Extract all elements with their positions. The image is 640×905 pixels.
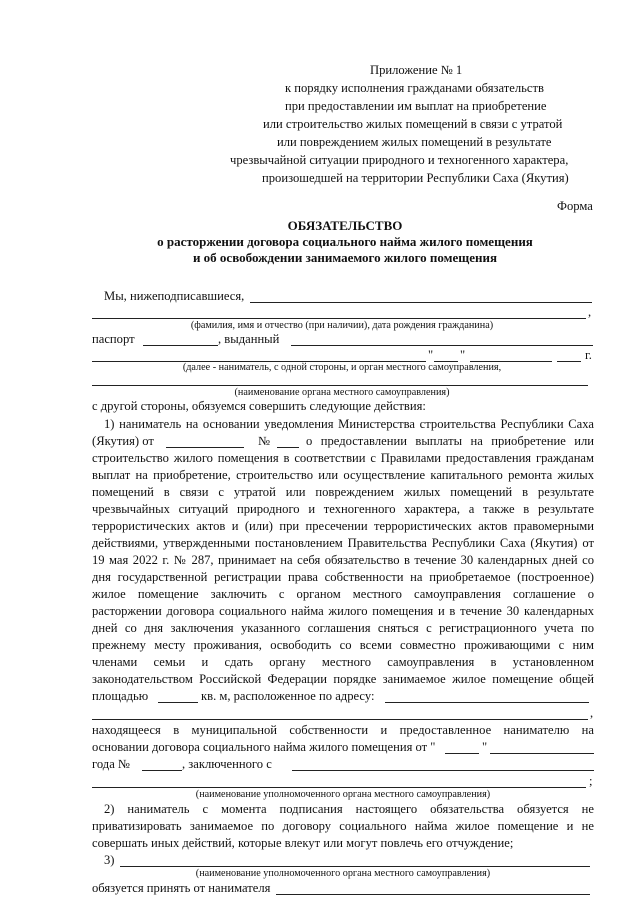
appendix-number: Приложение № 1 [370, 63, 463, 77]
area-label: площадью [92, 689, 149, 703]
contract-number-field[interactable] [142, 770, 182, 771]
contract-month-field[interactable] [490, 753, 594, 754]
item1-line: 19 мая 2022 г. № 287, принимает на себя обязательство в течение 30 календарных дней со [92, 553, 594, 567]
item1-line: действиями, утвержденными постановлением Правительства Республики Саха (Якутия) от [92, 536, 594, 550]
authority-field-2[interactable] [92, 787, 586, 788]
item1-line: строительство жилого помещения в соответствии с Правилами предоставления гражданам [92, 451, 594, 465]
appendix-line: произошедшей на территории Республики Саха (Якутия) [262, 171, 569, 185]
item1-yakutia-from: (Якутия) от [92, 434, 154, 448]
appendix-line: при предоставлении им выплат на приобретение [285, 99, 547, 113]
issued-label: , выданный [218, 332, 280, 346]
item3-authority-field[interactable] [120, 866, 590, 867]
fio-field-1[interactable] [250, 302, 592, 303]
item1-line: террористических актов и (или) при пресечении террористических актов правомерными [92, 519, 594, 533]
passport-label: паспорт [92, 332, 135, 346]
municipal-line: находящееся в муниципальной собственности и предоставленное нанимателю на [92, 723, 594, 737]
item1-line: членами семьи и сдать органу местного самоуправления в установленном [92, 655, 594, 669]
item2-line: 2) наниматель с момента подписания настоящего обязательства обязуется не [104, 802, 594, 816]
caption-tenant: (далее - наниматель, с одной стороны, и орган местного самоуправления, [182, 362, 502, 373]
address-field-1[interactable] [385, 702, 589, 703]
item1-about-payment: о предоставлении выплаты на приобретение или [306, 434, 594, 448]
notice-date-field[interactable] [166, 447, 244, 448]
quote-open: " [428, 348, 434, 362]
authority-field-1[interactable] [292, 770, 594, 771]
other-side-text: с другой стороны, обязуемся совершить следующие действия: [92, 399, 426, 413]
passport-number-field[interactable] [143, 345, 218, 346]
address-field-2[interactable] [92, 719, 588, 720]
contract-day-field[interactable] [445, 753, 479, 754]
document-title: ОБЯЗАТЕЛЬСТВО [287, 218, 403, 233]
appendix-line: к порядку исполнения гражданами обязательств [285, 81, 544, 95]
organ-name-field[interactable] [92, 385, 588, 386]
item1-line: дней со дня заключения указанного соглашения сняться с регистрационного учета по [92, 621, 594, 635]
fio-field-2[interactable] [92, 318, 586, 319]
comma: , [590, 706, 594, 720]
document-subtitle: о расторжении договора социального найма жилого помещения [157, 234, 533, 249]
item1-line: прежнему месту проживания, освободить со всеми совместно проживающими с ним [92, 638, 594, 652]
item1-line: выплат на приобретение, строительство или осуществление капитального ремонта жилых [92, 468, 594, 482]
accept-label: обязуется принять от нанимателя [92, 881, 271, 895]
item1-line: жилое помещение заключить с органом местного самоуправления соглашение о [92, 587, 594, 601]
item2-line: совершать иных действий, которые влекут или могут повлечь его отчуждение; [92, 836, 514, 850]
form-label: Форма [557, 199, 593, 213]
passport-issuer-field[interactable] [291, 345, 593, 346]
item1-line: 1) наниматель на основании уведомления Министерства строительства Республики Саха [104, 417, 594, 431]
accept-field[interactable] [276, 894, 590, 895]
document-subtitle: и об освобождении занимаемого жилого помещения [192, 250, 498, 265]
year-abbr: г. [585, 348, 592, 362]
notice-number-field[interactable] [277, 447, 299, 448]
quote-close: " [482, 740, 488, 754]
item1-no-sign: № [258, 434, 271, 448]
item1-line: помещений в связи с утратой или повреждением жилых помещений в результате [92, 485, 594, 499]
item1-line: законодательством Российской Федерации порядке занимаемое жилое помещение общей [92, 672, 594, 686]
appendix-line: или строительство жилых помещений в связи с утратой [263, 117, 563, 131]
caption-authority-3: (наименование уполномоченного органа местного самоуправления) [195, 868, 491, 879]
contract-basis: основании договора социального найма жилого помещения от " [92, 740, 436, 754]
area-unit-label: кв. м, расположенное по адресу: [201, 689, 375, 703]
appendix-line: или повреждением жилых помещений в результате [277, 135, 552, 149]
comma: , [588, 305, 592, 319]
item1-line: дня государственной регистрации права собственности на приобретаемое (построенное) [92, 570, 594, 584]
item1-line: расторжении договора социального найма жилого помещения и в течение 30 календарных [92, 604, 594, 618]
intro-we: Мы, нижеподписавшиеся, [104, 289, 245, 303]
quote-close: " [460, 348, 466, 362]
caption-organ: (наименование органа местного самоуправления) [234, 387, 450, 398]
semicolon: ; [589, 774, 593, 788]
item2-line: приватизировать занимаемое по договору социального найма жилое помещение и не [92, 819, 594, 833]
year-no-label: года № [92, 757, 130, 771]
item3-number: 3) [104, 853, 115, 867]
concluded-with-label: , заключенного с [182, 757, 272, 771]
appendix-line: чрезвычайной ситуации природного и техногенного характера, [230, 153, 569, 167]
caption-authority: (наименование уполномоченного органа местного самоуправления) [195, 789, 491, 800]
item1-line: чрезвычайных ситуаций природного и техногенного характера, а также в результате [92, 502, 594, 516]
caption-fio: (фамилия, имя и отчество (при наличии), дата рождения гражданина) [190, 320, 494, 331]
area-field[interactable] [158, 702, 198, 703]
